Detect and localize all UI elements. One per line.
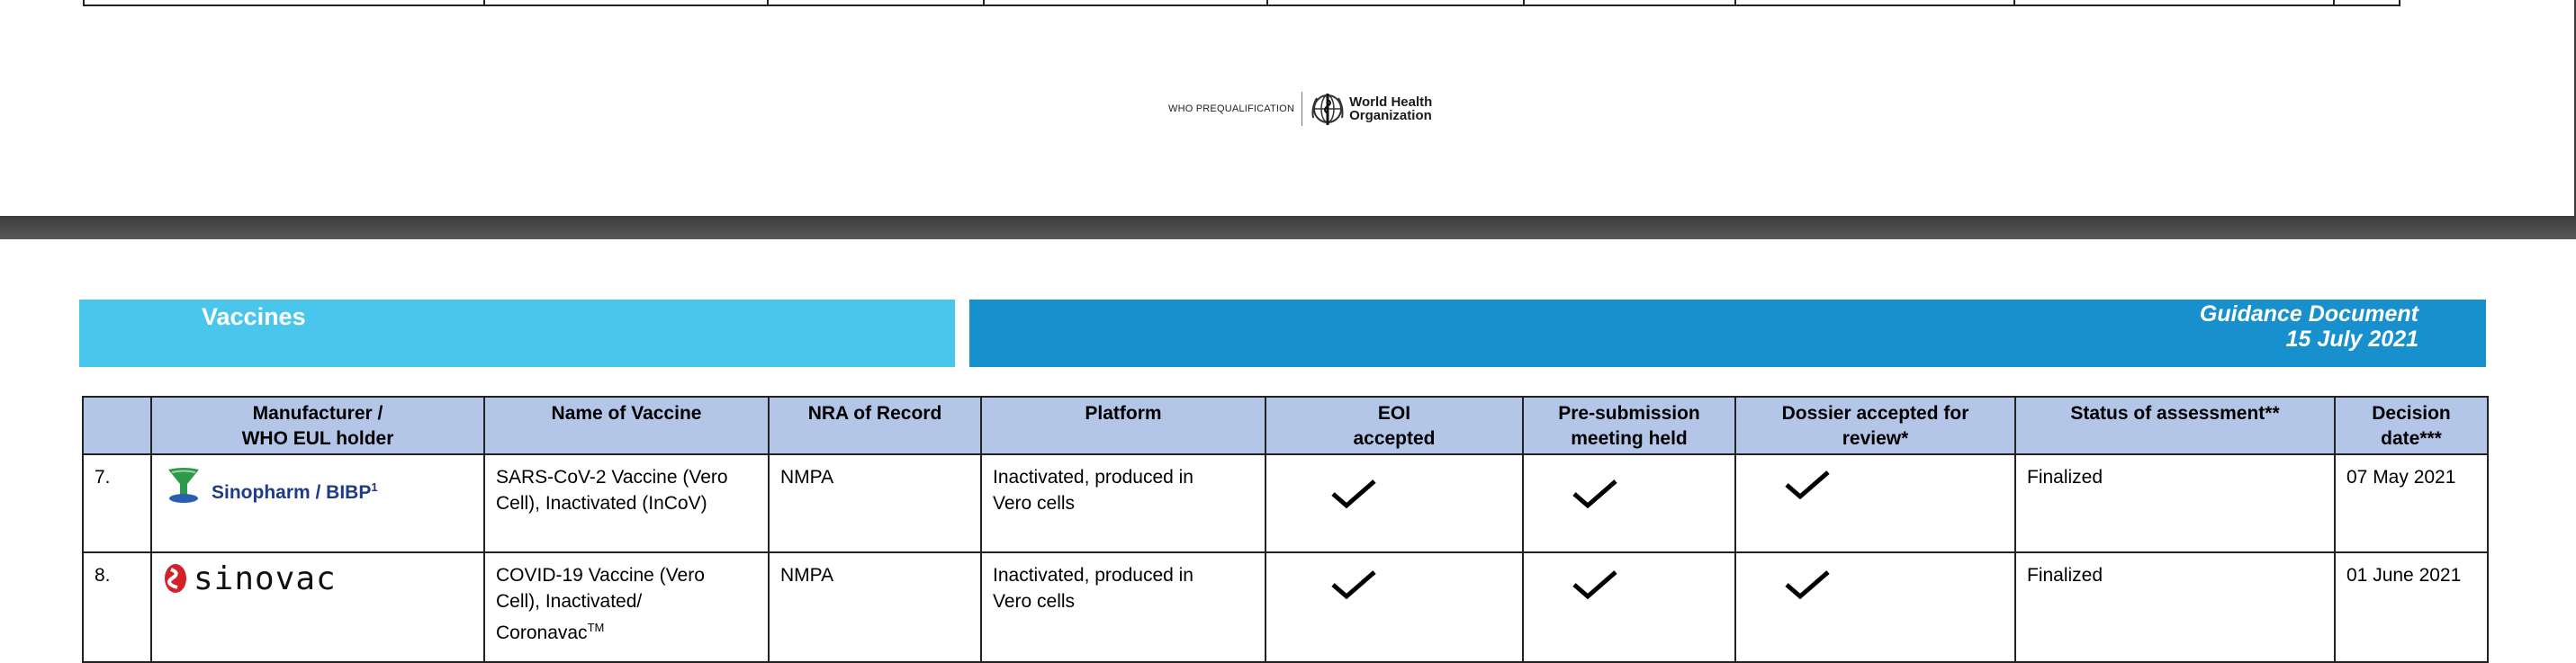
eoi-cell (1265, 552, 1523, 662)
previous-table-bottom-edge (83, 0, 2400, 6)
guidance-banner (969, 300, 2486, 367)
sinopharm-emblem-icon (163, 464, 204, 506)
status-cell: Finalized (2015, 454, 2335, 552)
check-icon (1331, 479, 1376, 509)
status-cell: Finalized (2015, 552, 2335, 662)
header-platform: Platform (981, 397, 1265, 454)
who-prequalification-label: WHO PREQUALIFICATION (1168, 103, 1295, 114)
nra-cell: NMPA (769, 552, 981, 662)
manufacturer-name: Sinopharm / BIBP (212, 482, 372, 503)
who-prequalification-logo (1168, 89, 1432, 129)
who-emblem-icon (1310, 91, 1346, 127)
table-header-row (83, 397, 2488, 454)
header-eoi: EOI accepted (1265, 397, 1523, 454)
vaccine-status-table (82, 396, 2489, 663)
who-organization-name: World Health Organization (1349, 94, 1433, 123)
check-icon (1572, 569, 1617, 600)
sinopharm-logo: Sinopharm / BIBP$^1$ (163, 464, 474, 506)
previous-page (0, 0, 2576, 216)
header-status: Status of assessment** (2015, 397, 2335, 454)
header-dossier: Dossier accepted for review* (1735, 397, 2015, 454)
header-manufacturer: Manufacturer / WHO EUL holder (151, 397, 484, 454)
vaccine-name-cell: SARS-CoV-2 Vaccine (Vero Cell), Inactivated (InCoV) (484, 454, 769, 552)
dossier-cell (1735, 552, 2015, 662)
vaccine-name-cell: COVID-19 Vaccine (Vero Cell), Inactivated/ Coronavac™ (484, 552, 769, 662)
dossier-cell (1735, 454, 2015, 552)
section-banner (79, 300, 955, 367)
presubmission-cell (1523, 552, 1735, 662)
row-number: 8. (83, 552, 151, 662)
nra-cell: NMPA (769, 454, 981, 552)
header-nra: NRA of Record (769, 397, 981, 454)
table-row (83, 552, 2488, 662)
manufacturer-cell (151, 454, 484, 552)
check-icon (1785, 569, 1830, 600)
check-icon (1331, 569, 1376, 600)
check-icon (1572, 479, 1617, 509)
header-number (83, 397, 151, 454)
manufacturer-cell (151, 552, 484, 662)
page-separator (0, 216, 2576, 239)
table-row (83, 454, 2488, 552)
banner-document-type: Guidance Document (2199, 301, 2418, 327)
header-vaccine: Name of Vaccine (484, 397, 769, 454)
banner-title: Vaccines (202, 303, 306, 330)
presubmission-cell (1523, 454, 1735, 552)
sinovac-emblem-icon (163, 562, 188, 595)
decision-date-cell: 01 June 2021 (2335, 552, 2488, 662)
eoi-cell (1265, 454, 1523, 552)
header-decision: Decision date*** (2335, 397, 2488, 454)
platform-cell: Inactivated, produced in Vero cells (981, 552, 1265, 662)
row-number: 7. (83, 454, 151, 552)
platform-cell: Inactivated, produced in Vero cells (981, 454, 1265, 552)
check-icon (1785, 470, 1830, 500)
decision-date-cell: 07 May 2021 (2335, 454, 2488, 552)
manufacturer-name: sinovac (194, 560, 337, 597)
sinovac-logo (163, 562, 474, 595)
banner-date: 15 July 2021 (2285, 327, 2418, 352)
header-presubmission: Pre-submission meeting held (1523, 397, 1735, 454)
